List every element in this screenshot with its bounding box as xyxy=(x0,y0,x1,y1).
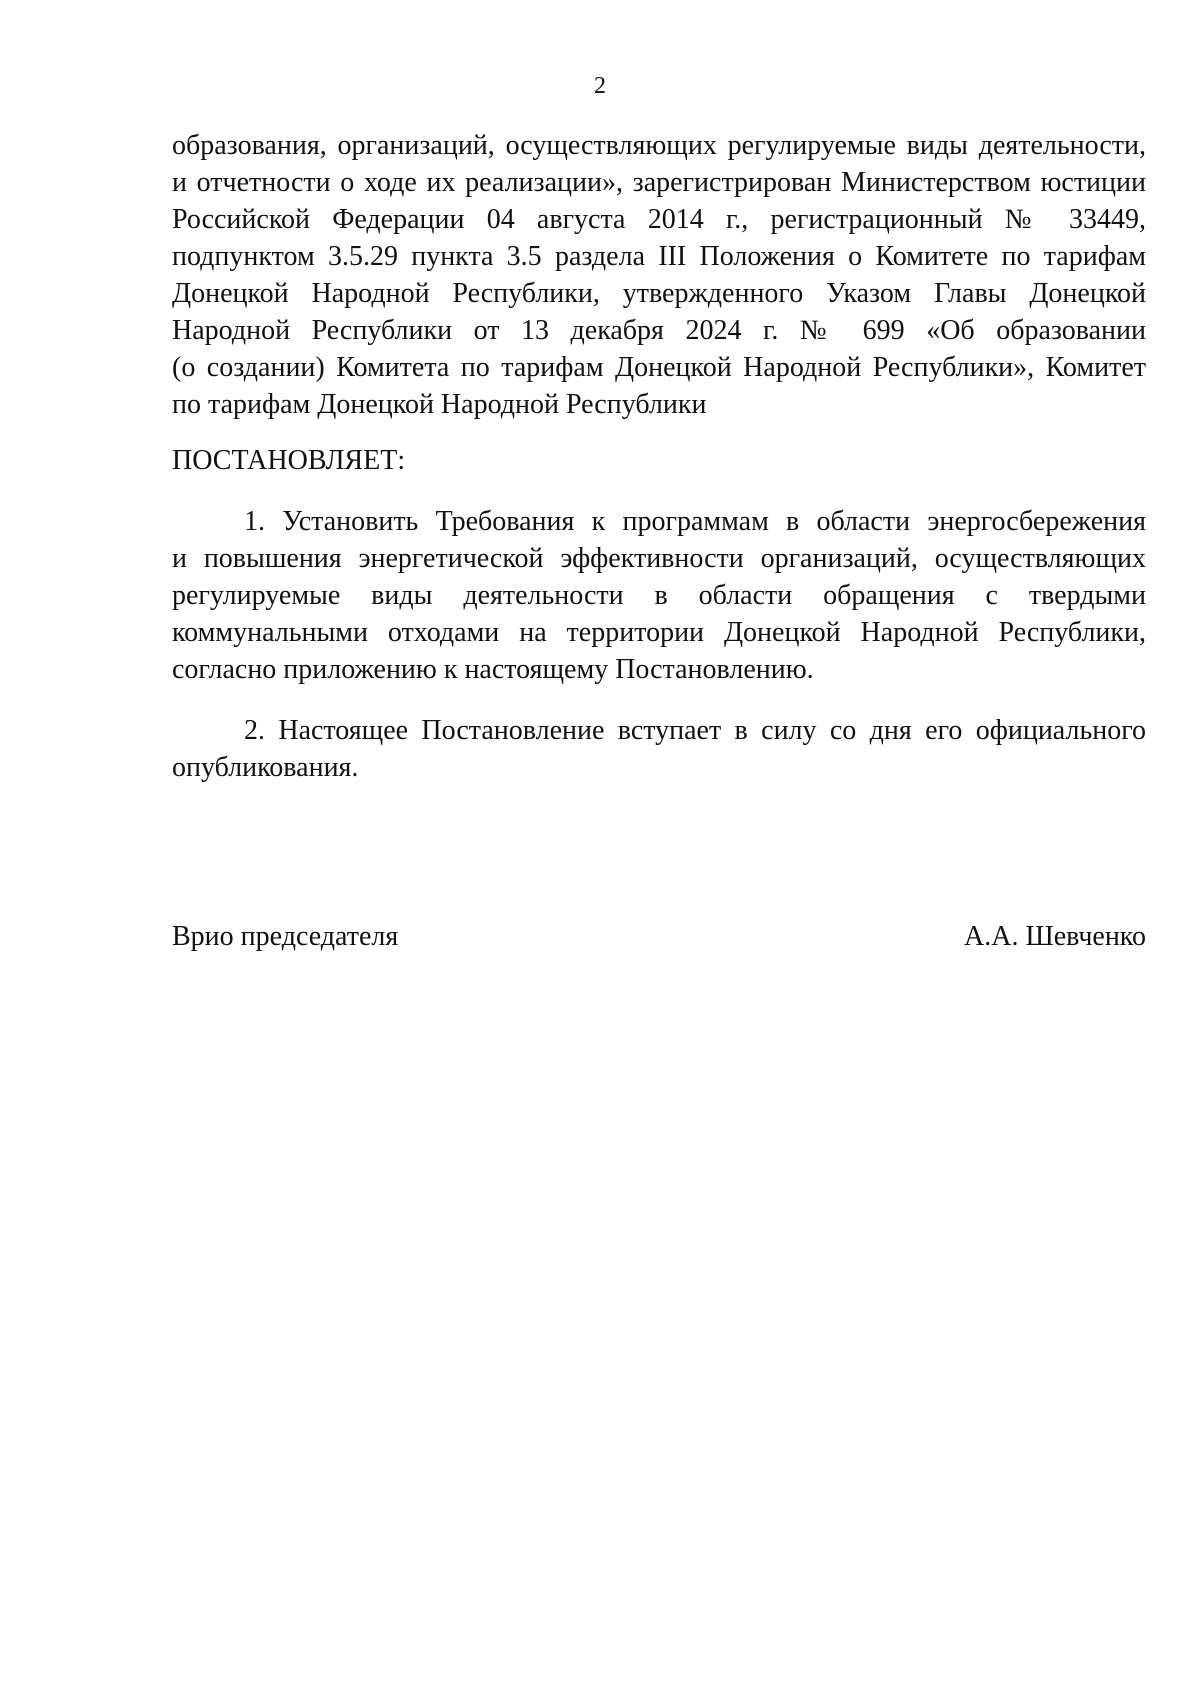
document-body xyxy=(172,127,1146,786)
text-line: и повышения энергетической эффективности организаций, осуществляющих xyxy=(172,543,1146,574)
text-line: опубликования. xyxy=(172,752,359,783)
text-line: Народной Республики от 13 декабря 2024 г. № 699 «Об образовании xyxy=(172,315,1146,346)
decree-item-1 xyxy=(172,503,1146,688)
text-line: Российской Федерации 04 августа 2014 г., регистрационный № 33449, xyxy=(172,204,1146,235)
signature-block xyxy=(172,918,1146,955)
text-line: образования, организаций, осуществляющих регулируемые виды деятельности, xyxy=(172,130,1146,161)
text-line: Донецкой Народной Республики, утвержденного Указом Главы Донецкой xyxy=(172,278,1146,309)
text-line: коммунальными отходами на территории Донецкой Народной Республики, xyxy=(172,617,1146,648)
text-line: и отчетности о ходе их реализации», зарегистрирован Министерством юстиции xyxy=(172,167,1146,198)
text-line: по тарифам Донецкой Народной Республики xyxy=(172,389,707,420)
decree-heading: ПОСТАНОВЛЯЕТ: xyxy=(172,445,406,476)
signatory-name: А.А. Шевченко xyxy=(964,921,1146,952)
decree-heading-block xyxy=(172,442,1146,479)
text-line: 1. Установить Требования к программам в области энергосбережения xyxy=(244,506,1146,537)
text-line: 2. Настоящее Постановление вступает в силу со дня его официального xyxy=(244,715,1146,746)
text-line: согласно приложению к настоящему Постановлению. xyxy=(172,654,814,685)
text-line: (о создании) Комитета по тарифам Донецкой Народной Республики», Комитет xyxy=(172,352,1146,383)
preamble-paragraph xyxy=(172,127,1146,423)
page-number: 2 xyxy=(594,73,606,99)
text-line: регулируемые виды деятельности в области обращения с твердыми xyxy=(172,580,1146,611)
text-line: подпунктом 3.5.29 пункта 3.5 раздела III Положения о Комитете по тарифам xyxy=(172,241,1146,272)
signatory-position: Врио председателя xyxy=(172,921,399,952)
decree-item-2 xyxy=(172,712,1146,786)
